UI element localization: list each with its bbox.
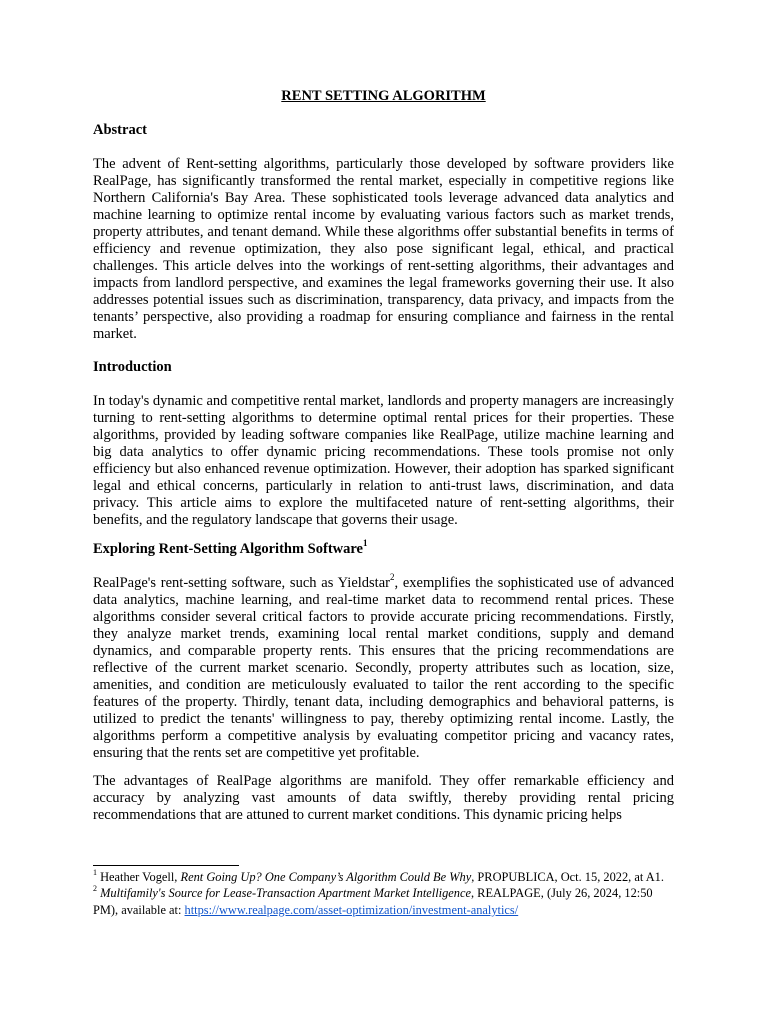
footnote-2	[93, 885, 674, 918]
footnote-1-title: Rent Going Up? One Company’s Algorithm Could Be Why	[180, 870, 472, 884]
footnote-2-mark: 2	[93, 884, 97, 894]
abstract-heading: Abstract	[93, 122, 147, 138]
footnote-ref-1[interactable]: 1	[363, 538, 368, 549]
footnote-ref-2[interactable]: 2	[389, 572, 395, 583]
footnote-1-author: Heather Vogell,	[97, 870, 181, 884]
document-body	[93, 88, 674, 823]
exploring-heading	[93, 538, 674, 558]
exploring-p1-before: RealPage's rent-setting software, such as Yieldstar	[93, 575, 390, 592]
introduction-heading: Introduction	[93, 359, 172, 376]
abstract-paragraph: The advent of Rent-setting algorithms, particularly those developed by software providers like RealPage, has significantly transformed the rental market, especially in competitive regions like Northern California's Bay Area. These sophisticated tools leverage advanced data analytics and machine learning to optimize rental income by evaluating various factors such as market trends, property attributes, and tenant demand. While these algorithms offer substantial benefits in terms of efficiency and revenue optimization, they also pose significant legal, ethical, and practical challenges. This article delves into the workings of rent-setting algorithms, their advantages and impacts from landlord perspective, and examines the legal frameworks governing their use. It also addresses potential issues such as discrimination, transparency, data privacy, and impacts from the tenants’ perspective, also providing a roadmap for ensuring compliance and fairness in the rental market.	[93, 156, 674, 342]
exploring-paragraph-1	[93, 572, 674, 761]
exploring-paragraph-2: The advantages of RealPage algorithms are manifold. They offer remarkable efficiency and accuracy by analyzing vast amounts of data swiftly, thereby providing rental pricing recommendations that are attuned to current market conditions. This dynamic pricing helps	[93, 772, 674, 823]
footnote-separator	[93, 865, 239, 866]
exploring-heading-text: Exploring Rent-Setting Algorithm Software	[93, 541, 363, 558]
introduction-paragraph: In today's dynamic and competitive rental market, landlords and property managers are increasingly turning to rent-setting algorithms to determine optimal rental prices for their properties. These algorithms, provided by leading software companies like RealPage, utilize machine learning and big data analytics to offer dynamic pricing recommendations. These tools promise not only efficiency but also enhanced revenue optimization. However, their adoption has sparked significant legal and ethical concerns, particularly in relation to anti-trust laws, discrimination, and data privacy. This article aims to explore the multifaceted nature of rent-setting algorithms, their benefits, and the regulatory landscape that governs their usage.	[93, 393, 674, 529]
footnote-2-title: Multifamily's Source for Lease-Transaction Apartment Market Intelligence	[100, 886, 471, 901]
footnote-1	[93, 869, 674, 885]
footnote-1-mark: 1	[93, 867, 97, 877]
footnotes	[93, 869, 674, 918]
exploring-p1-after: , exemplifies the sophisticated use of advanced data analytics, machine learning, and real-time market data to recommend rental prices. These algorithms consider several critical factors to provide accurate pricing recommendations. Firstly, they analyze market trends, examining local rental market conditions, supply and demand dynamics, and comparable property rents. This ensures that the pricing recommendations are reflective of the current market scenario. Secondly, property attributes such as location, size, amenities, and condition are meticulously evaluated to tailor the rent according to the specific features of the property. Thirdly, tenant data, including demographics and behavioral patterns, is utilized to predict the tenants' willingness to pay, thereby optimizing rental income. Lastly, the algorithms perform a competitive analysis by evaluating competitor pricing and vacancy rates, ensuring that the rents set are competitive yet profitable.	[93, 575, 674, 761]
document-title: RENT SETTING ALGORITHM	[281, 88, 486, 104]
footnote-2-link[interactable]: https://www.realpage.com/asset-optimization/investment-analytics/	[184, 902, 519, 917]
footnote-1-rest: , PROPUBLICA, Oct. 15, 2022, at A1.	[471, 870, 664, 884]
footnote-2-rest: , REALPAGE, (July 26, 2024, 12:50 PM), available at:	[93, 886, 653, 917]
